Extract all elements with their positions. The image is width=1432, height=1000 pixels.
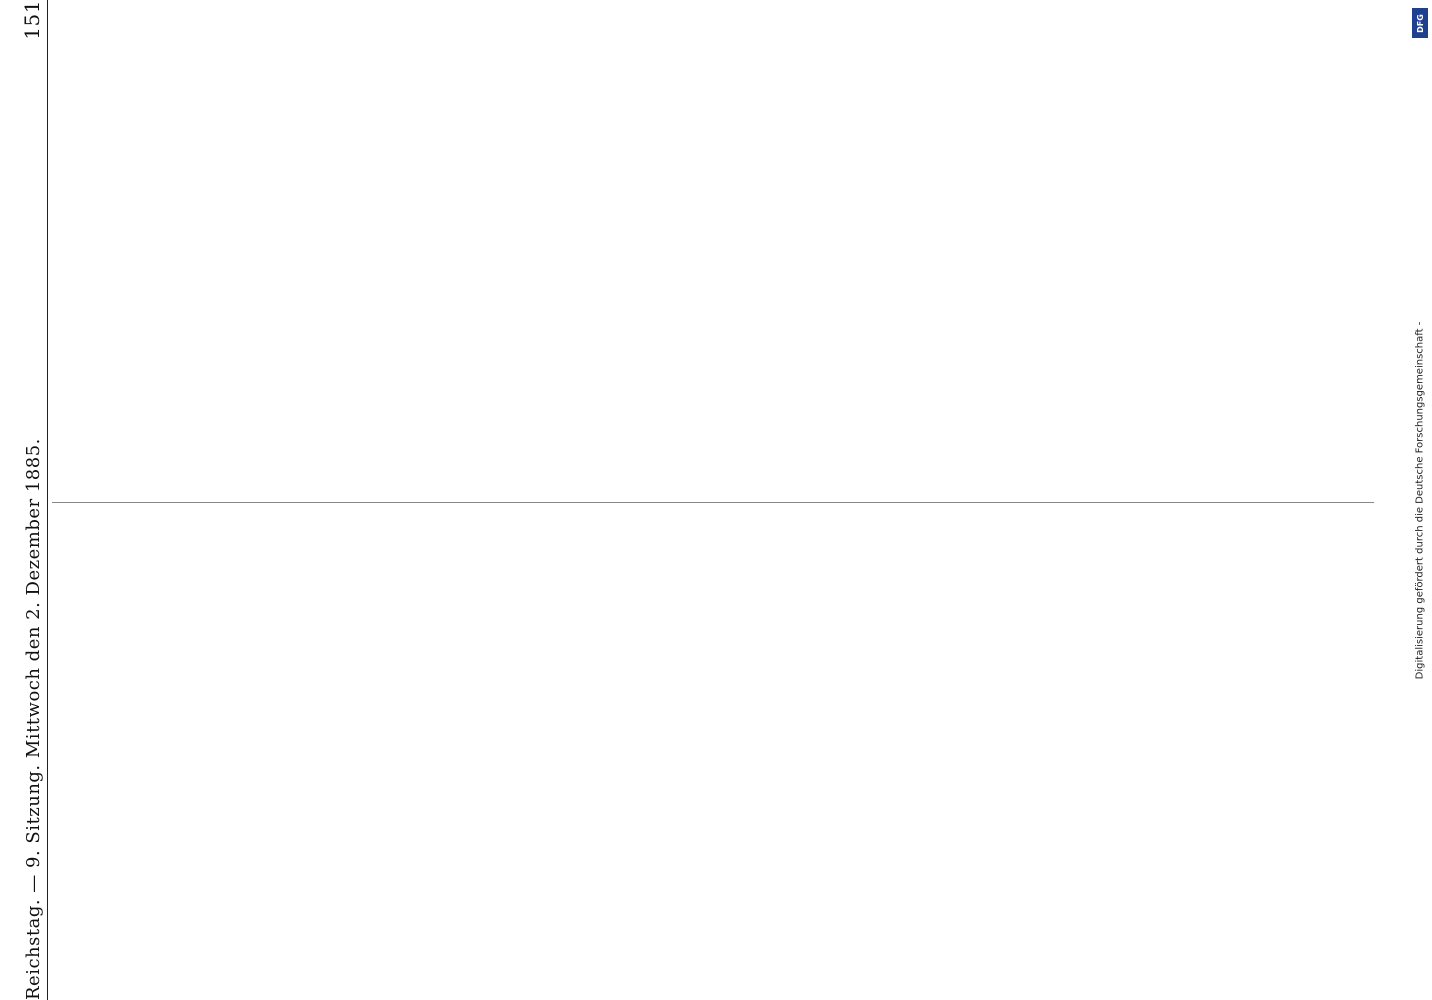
- page-header: [18, 0, 48, 1000]
- column-divider: [52, 502, 1374, 503]
- digitization-credit: [1408, 0, 1432, 1000]
- text-column-right: [60, 6, 1380, 488]
- dfg-logo-icon: [1412, 8, 1428, 38]
- credit-text: Digitalisierung gefördert durch die Deutsche Forschungsgemeinschaft -: [1414, 321, 1426, 679]
- page-number: 151: [20, 0, 44, 40]
- running-title: Reichstag. — 9. Sitzung. Mittwoch den 2. Dezember 1885.: [23, 438, 44, 1000]
- dfg-logo-text: DFG: [1415, 13, 1425, 33]
- text-column-left: [60, 518, 1380, 1000]
